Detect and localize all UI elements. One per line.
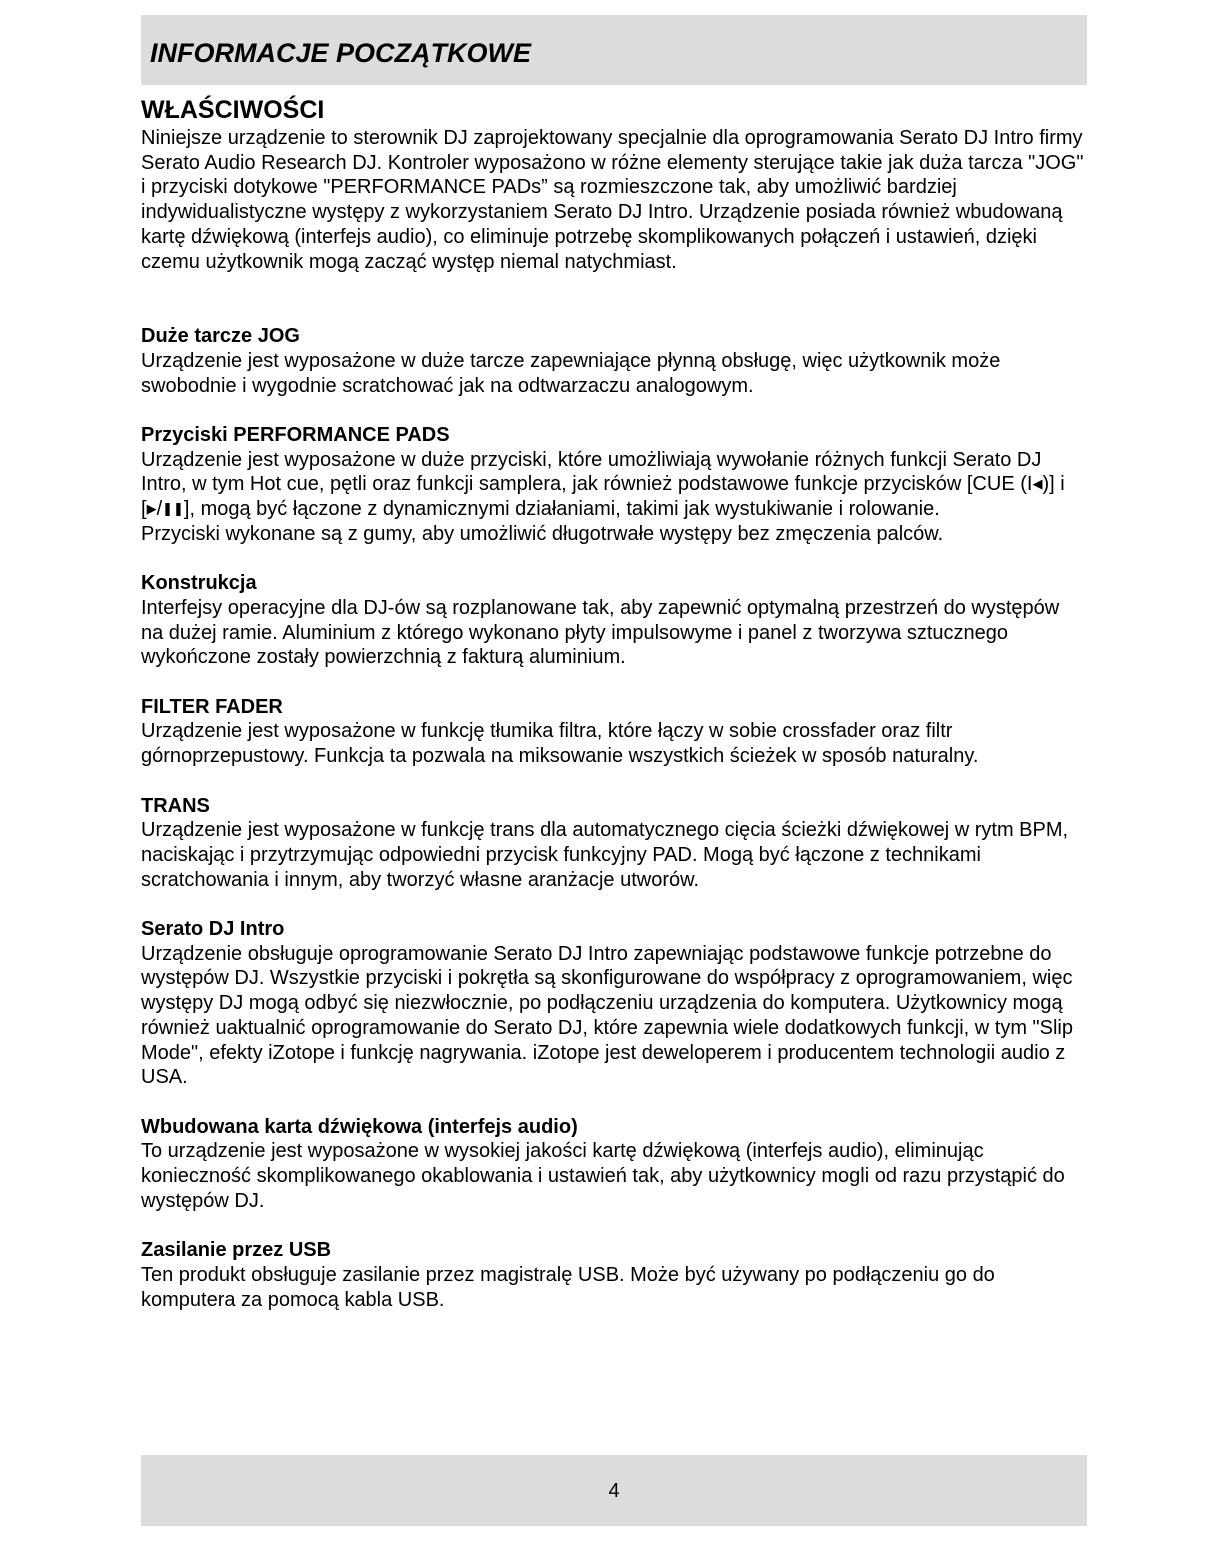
section-trans (141, 794, 1087, 893)
section-body: Urządzenie jest wyposażone w duże tarcze zapewniające płynną obsługę, więc użytkownik może swobodnie i wygodnie scratchować jak na odtwarzaczu analogowym. (141, 349, 1001, 397)
section-body: Urządzenie obsługuje oprogramowanie Serato DJ Intro zapewniając podstawowe funkcje potrzebne do występów DJ. Wszystkie przyciski i pokrętła są skonfigurowane do współpracy z oprogramowaniem, więc występy DJ mogą odbyć się niezwłocznie, po podłączeniu urządzenia do komputera. Użytkownicy mogą również uaktualnić oprogramowanie do Serato DJ, które zapewnia wiele dodatkowych funkcji, w tym "Slip Mode", efekty iZotope i funkcję nagrywania. iZotope jest deweloperem i producentem technologii audio z USA. (141, 942, 1073, 1089)
section-title: Serato DJ Intro (141, 918, 285, 941)
section-body: Urządzenie jest wyposażone w funkcję trans dla automatycznego cięcia ścieżki dźwiękowej w rytm BPM, naciskając i przytrzymując odpowiedni przycisk funkcyjny PAD. Mogą być łączone z technikami scratchowania i innym, aby tworzyć własne aranżacje utworów. (141, 819, 1069, 891)
body-text: Urządzenie jest wyposażone w duże przyciski, które umożliwiają wywołanie różnych funkcji Serato DJ Intro, w tym Hot cue, pętli oraz funkcji samplera, jak również podstawowe funkcje przycisków [CUE (I (141, 448, 1042, 496)
section-title: Przyciski PERFORMANCE PADS (141, 424, 450, 447)
body-text: / (156, 498, 163, 521)
section-serato-dj-intro (141, 917, 1087, 1090)
section-title: Wbudowana karta dźwiękowa (interfejs audio) (141, 1115, 578, 1138)
section-usb-power (141, 1238, 1087, 1312)
pause-icon: ❚❚ (162, 501, 184, 517)
section-title: TRANS (141, 794, 210, 817)
play-icon: ▶ (146, 501, 157, 517)
section-sound-card (141, 1115, 1087, 1214)
section-performance-pads (141, 423, 1087, 547)
page-number: 4 (608, 1480, 620, 1502)
section-title: Zasilanie przez USB (141, 1239, 332, 1262)
section-konstrukcja (141, 571, 1087, 670)
section-body: To urządzenie jest wyposażone w wysokiej jakości kartę dźwiękową (interfejs audio), eliminując konieczność skomplikowanego okablowania i ustawień tak, aby użytkownicy mogli od razu przystąpić do występów DJ. (141, 1140, 1065, 1212)
section-body-second: Przyciski wykonane są z gumy, aby umożliwić długotrwałe występy bez zmęczenia palców. (141, 522, 944, 545)
previous-icon: ◀ (1032, 476, 1043, 492)
intro-paragraph: Niniejsze urządzenie to sterownik DJ zaprojektowany specjalnie dla oprogramowania Serato DJ Intro firmy Serato Audio Research DJ. Kontroler wyposażono w różne elementy sterujące takie jak duża tarcza "JOG" i przyciski dotykowe "PERFORMANCE PADs” są rozmieszczone tak, aby umożliwić bardziej indywidualistyczne występy z wykorzystaniem Serato DJ Intro. Urządzenie posiada również wbudowaną kartę dźwiękową (interfejs audio), co eliminuje potrzebę skomplikowanych połączeń i ustawień, dzięki czemu użytkownik mogą zacząć występ niemal natychmiast. (141, 127, 1084, 273)
section-filter-fader (141, 695, 1087, 769)
section-title: Duże tarcze JOG (141, 325, 300, 348)
main-heading: WŁAŚCIWOŚCI (141, 96, 325, 124)
section-title: Konstrukcja (141, 572, 257, 595)
section-title: FILTER FADER (141, 695, 283, 718)
section-jog (141, 324, 1087, 398)
section-body: Urządzenie jest wyposażone w funkcję tłumika filtra, które łączy w sobie crossfader oraz filtr górnoprzepustowy. Funkcja ta pozwala na miksowanie wszystkich ścieżek w sposób naturalny. (141, 720, 979, 768)
page-footer (141, 1455, 1087, 1526)
body-text: ], mogą być łączone z dynamicznymi działaniami, takimi jak wystukiwanie i rolowanie. (183, 498, 940, 521)
section-body: Interfejsy operacyjne dla DJ-ów są rozplanowane tak, aby zapewnić optymalną przestrzeń do występów na dużej ramie. Aluminium z którego wykonano płyty impulsowyme i panel z tworzywa sztucznego wykończone zostały powierzchnią z fakturą aluminium. (141, 596, 1060, 669)
header-title: INFORMACJE POCZĄTKOWE (150, 38, 531, 68)
body-text: )] i [ (141, 473, 1065, 521)
page-header (141, 15, 1087, 85)
section-body: Ten produkt obsługuje zasilanie przez magistralę USB. Może być używany po podłączeniu go do komputera za pomocą kabla USB. (141, 1263, 995, 1311)
section-body (141, 448, 1087, 522)
page-content (141, 95, 1087, 1312)
